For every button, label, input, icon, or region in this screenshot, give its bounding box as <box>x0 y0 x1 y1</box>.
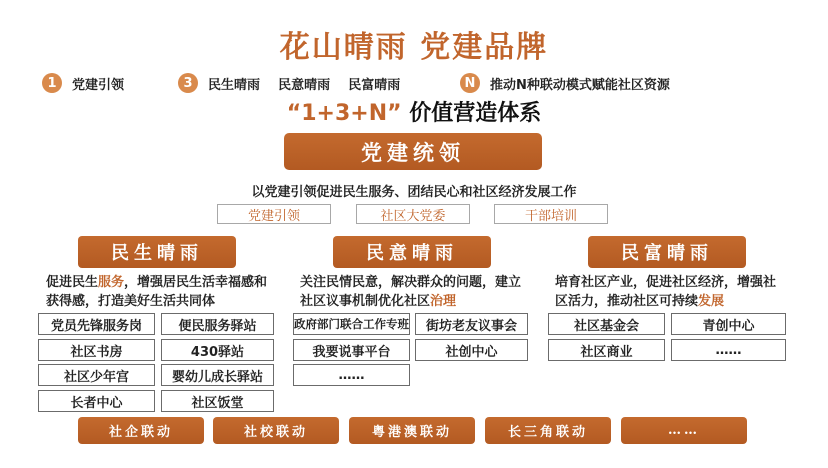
system-subtitle <box>0 96 828 127</box>
service-cell: 社创中心 <box>415 339 528 361</box>
legend-label: 民生晴雨 民意晴雨 民富晴雨 <box>208 77 401 93</box>
column-header-livelihood: 民生晴雨 <box>78 236 236 268</box>
service-cell: 社区基金会 <box>548 313 665 335</box>
service-cell: 社区少年宫 <box>38 364 155 386</box>
legend-label: 党建引领 <box>72 77 125 93</box>
legend-item-n <box>460 72 670 94</box>
service-cell: 街坊老友议事会 <box>415 313 528 335</box>
legend-number-badge: N <box>460 73 480 93</box>
service-cell: 430驿站 <box>161 339 274 361</box>
service-cell: 长者中心 <box>38 390 155 412</box>
top-box-community-committee: 社区大党委 <box>356 204 470 224</box>
linkage-yangtze-delta: 长三角联动 <box>485 417 611 444</box>
service-cell: 青创中心 <box>671 313 786 335</box>
desc-text: 促进民生 <box>46 275 99 290</box>
desc-text: 培育社区产业，促进社区经济，增强社区活力，推动社区可持续 <box>555 275 777 309</box>
desc-highlight: 服务 <box>98 275 125 290</box>
legend-item-3 <box>178 72 400 94</box>
linkage-more: …… <box>621 417 747 444</box>
service-cell-ellipsis: …… <box>293 364 410 386</box>
legend-label: 推动N种联动模式赋能社区资源 <box>490 77 670 93</box>
service-cell: 我要说事平台 <box>293 339 410 361</box>
desc-highlight: 发展 <box>698 294 725 309</box>
column-description-prosperity <box>555 273 787 311</box>
top-box-cadre-training: 干部培训 <box>494 204 608 224</box>
main-description: 以党建引领促进民生服务、团结民心和社区经济发展工作 <box>251 185 577 200</box>
desc-text: 关注民情民意，解决群众的问题，建立社区议事机制优化社区 <box>300 275 522 309</box>
subtitle-formula: “1+3+N” <box>286 101 402 126</box>
column-description-livelihood <box>46 273 278 311</box>
desc-text: ，增强居民生活幸福感和获得感，打造美好生活共同体 <box>46 275 268 309</box>
top-box-party-leadership: 党建引领 <box>217 204 331 224</box>
service-cell: 社区商业 <box>548 339 665 361</box>
service-cell: 社区饭堂 <box>161 390 274 412</box>
service-cell-ellipsis: …… <box>671 339 786 361</box>
linkage-enterprise: 社企联动 <box>78 417 204 444</box>
legend-number-badge: 3 <box>178 73 198 93</box>
service-cell: 婴幼儿成长驿站 <box>161 364 274 386</box>
desc-highlight: 治理 <box>430 294 457 309</box>
linkage-greater-bay: 粤港澳联动 <box>349 417 475 444</box>
page-title: 花山晴雨 党建品牌 <box>279 30 549 65</box>
subtitle-text: 价值营造体系 <box>409 101 542 126</box>
column-description-opinion <box>300 273 532 311</box>
column-header-opinion: 民意晴雨 <box>333 236 491 268</box>
linkage-school: 社校联动 <box>213 417 339 444</box>
legend-number-badge: 1 <box>42 73 62 93</box>
legend-item-1 <box>42 72 124 94</box>
column-header-prosperity: 民富晴雨 <box>588 236 746 268</box>
service-cell: 政府部门联合工作专班 <box>293 313 410 335</box>
service-cell: 社区书房 <box>38 339 155 361</box>
service-cell: 党员先锋服务岗 <box>38 313 155 335</box>
service-cell: 便民服务驿站 <box>161 313 274 335</box>
main-banner: 党建统领 <box>284 133 542 170</box>
